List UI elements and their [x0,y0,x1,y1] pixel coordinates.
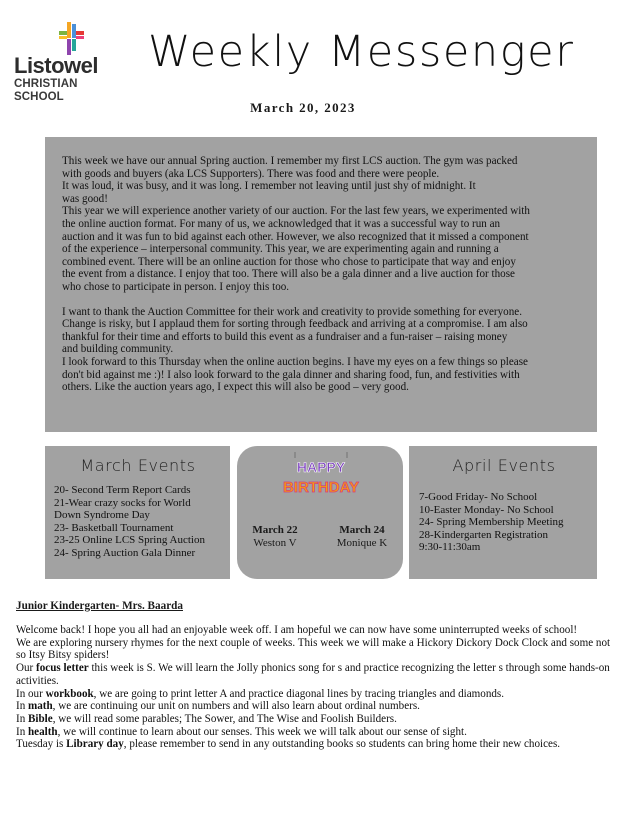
banner-happy-text: HAPPY [296,459,346,475]
list-item: 23-25 Online LCS Spring Auction [54,534,205,547]
april-events-heading: April Events [452,456,556,475]
text-span: , we are continuing our unit on numbers and will also learn about ordinal numbers. [52,700,420,713]
bold-term: Library day [66,738,124,751]
text-span: In [16,712,29,725]
list-item: 9:30-11:30am [419,541,481,554]
banner-birthday-text: BIRTHDAY [282,479,360,496]
march-events-list [54,484,222,560]
jk-workbook [16,688,622,701]
list-item: 21-Wear crazy socks for World [54,496,191,509]
logo-subtitle: CHRISTIAN SCHOOL [14,78,78,103]
text-span: In our [16,687,46,700]
text-span: , we will continue to learn about our senses. This week we will talk about our sense of sight. [57,725,467,738]
bold-term: focus letter [36,662,89,675]
text-span: , we will read some parables; The Sower, and The Wise and Foolish Builders. [52,712,397,725]
jk-math [16,700,622,713]
jk-section-heading: Junior Kindergarten- Mrs. Baarda [16,600,183,612]
birthday-panel [237,446,403,579]
text-span: , please remember to send in any outstanding books so students can bring home their new choices. [123,738,561,751]
text-span: Our [16,662,37,675]
list-item: Down Syndrome Day [54,509,150,522]
logo-name: Listowel [14,53,99,78]
bold-term: workbook [45,687,94,700]
text-span: In [16,700,29,713]
birthday-entry [237,524,313,550]
principal-letter [45,137,597,432]
birthday-name: Weston V [253,537,297,549]
letter-paragraph-2: I want to thank the Auction Committee for their work and creativity to provide something for everyone. Change is risky, but I applaud them for sorting through feedback and arriving at a compromise. I am also thankful for their time and efforts to build this event as a fundraiser and a fun-raiser – raising money and building community. I look forward to this Thursday when the online auction begins. I have my eyes on a few things so please don't bid against me :)! I also look forward to the gala dinner and sharing food, fun, and festivities with others. Like the auction years ago, I expect this will also be good – very good. [62,305,528,394]
birthday-date: March 22 [252,524,298,536]
march-events-panel [45,446,230,579]
happy-birthday-banner-icon [273,452,369,502]
list-item: 23- Basketball Tournament [54,521,174,534]
text-span: In [16,725,29,738]
school-logo [14,22,126,103]
jk-bible [16,713,622,726]
list-item: 20- Second Term Report Cards [54,484,191,496]
text-span: , we are going to print letter A and practice diagonal lines by tracing triangles and diamonds. [93,687,505,700]
jk-rhymes: We are exploring nursery rhymes for the next couple of weeks. This week we will make a Hickory Dickory Dock Clock and some not so Itsy Bitsy spiders! [16,636,611,662]
bold-term: health [28,725,58,738]
jk-welcome: Welcome back! I hope you all had an enjoyable week off. I am hopeful we can now have some uninterrupted weeks of school! [16,624,578,636]
april-events-panel [409,446,597,579]
birthday-entry [324,524,400,550]
text-span: Tuesday is [16,738,67,751]
jk-health [16,726,622,739]
march-events-heading: March Events [80,456,196,475]
list-item: 10-Easter Monday- No School [419,503,554,516]
date-text: March 20, 2023 [250,100,356,115]
list-item: 24- Spring Auction Gala Dinner [54,546,196,559]
letter-paragraph-1: This week we have our annual Spring auction. I remember my first LCS auction. The gym was packed with goods and buyers (aka LCS Supporters). There was food and there were people. It was loud, it was busy, and it was long. I remember not leaving until just shy of midnight. It was good! This year we will experience another variety of our auction. For the last few years, we experimented with the online auction format. For many of us, we acknowledged that it was a successful way to run an auction and it was fun to bid against each other. However, we also recognized that it missed a component of the experience – interpersonal community. This year, we are experimenting again and running a combined event. There will be an online auction for those who chose to participate that way and enjoy the event from a distance. I enjoy that too. There will also be a gala dinner and a live auction for those who chose to participate in person. I enjoy this too. [62,155,530,293]
text-span: this week is S. We will learn the Jolly phonics song for s and practice recognizing the letter s through some hands-on activities. [16,662,610,687]
jk-section-body [16,624,622,751]
jk-library [16,738,622,751]
bold-term: Bible [28,712,53,725]
birthday-name: Monique K [336,537,388,549]
list-item: 7-Good Friday- No School [419,491,538,503]
newsletter-date [0,100,636,116]
list-item: 24- Spring Membership Meeting [419,516,564,529]
cross-logo-icon [56,22,86,56]
birthday-date: March 24 [339,524,385,536]
newsletter-title: Weekly Messenger [148,27,575,77]
bold-term: math [28,700,53,713]
april-events-list [419,491,589,554]
list-item: 28-Kindergarten Registration [419,528,549,541]
jk-focus-letter [16,662,622,687]
